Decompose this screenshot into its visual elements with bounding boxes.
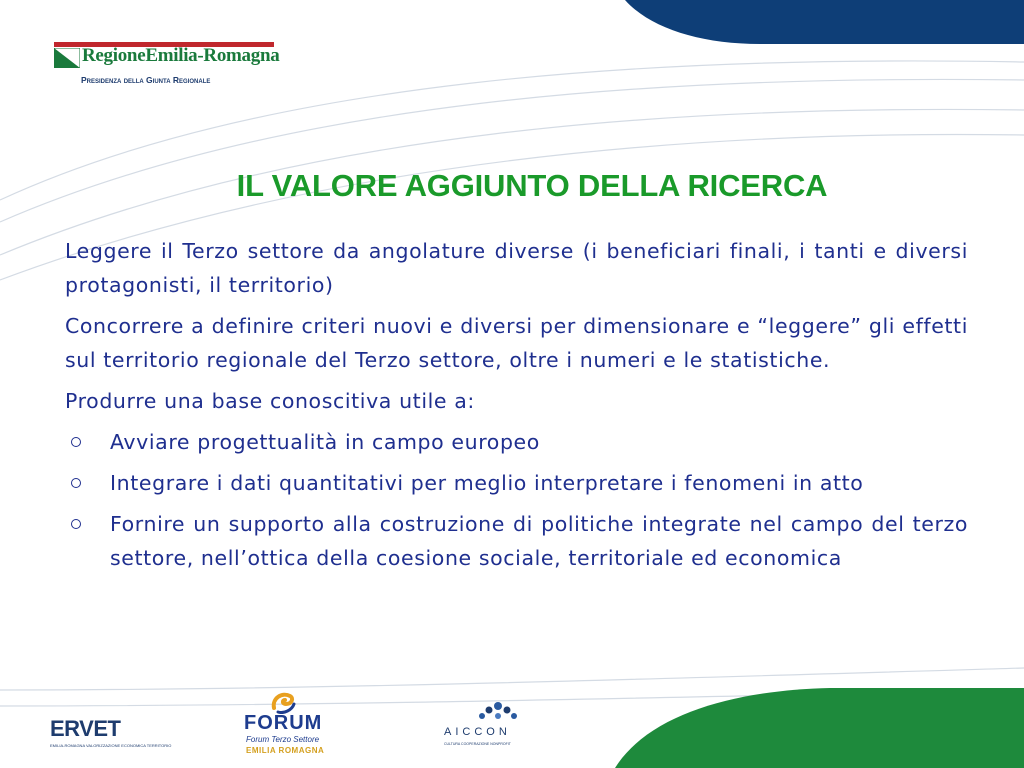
circle-bullet-icon: [71, 437, 81, 447]
slide-title: IL VALORE AGGIUNTO DELLA RICERCA: [236, 168, 828, 203]
forum-line2: EMILIA ROMAGNA: [246, 746, 325, 755]
ervet-name: ERVET: [50, 716, 121, 741]
paragraph: Produrre una base conoscitiva utile a:: [65, 389, 475, 413]
bullet-text: Integrare i dati quantitativi per meglio interpretare i fenomeni in atto: [110, 471, 864, 495]
top-right-navy-band: [625, 0, 1024, 44]
circle-bullet-icon: [71, 478, 81, 488]
circle-bullet-icon: [71, 519, 81, 529]
bottom-right-green-band: [615, 688, 1024, 768]
aiccon-subtitle: CULTURA COOPERAZIONE NONPROFIT: [444, 742, 511, 746]
aiccon-logo: [440, 700, 538, 752]
regione-emilia-romagna-logo: [54, 42, 278, 90]
aiccon-name: AICCON: [444, 726, 511, 738]
bullet-item: [65, 466, 968, 500]
slide-body: [65, 234, 968, 582]
bullet-text: Fornire un supporto alla costruzione di politiche integrate nel campo del terzo settore, nell’ottica della coesione sociale, territoriale ed economica: [110, 512, 968, 570]
paragraph: Leggere il Terzo settore da angolature diverse (i beneficiari finali, i tanti e diversi protagonisti, il territorio): [65, 239, 968, 297]
regional-flag-icon: [54, 48, 80, 68]
bullet-list: [65, 425, 968, 575]
paragraph: Concorrere a definire criteri nuovi e diversi per dimensionare e “leggere” gli effetti sul territorio regionale del Terzo settore, oltre i numeri e le statistiche.: [65, 314, 968, 372]
ervet-subtitle: EMILIA-ROMAGNA VALORIZZAZIONE ECONOMICA TERRITORIO: [50, 743, 172, 748]
bullet-text: Avviare progettualità in campo europeo: [110, 430, 540, 454]
forum-name: FORUM: [244, 712, 323, 734]
forum-swirl-icon: [270, 690, 296, 714]
aiccon-dots-icon: [476, 700, 520, 722]
ervet-logo: [50, 716, 172, 756]
forum-logo: [244, 690, 328, 758]
bullet-item: [65, 507, 968, 575]
forum-line1: Forum Terzo Settore: [246, 735, 320, 744]
logo-name: RegioneEmilia-Romagna: [82, 45, 280, 66]
logo-subtitle: Presidenza della Giunta Regionale: [81, 75, 211, 85]
bullet-item: [65, 425, 968, 459]
